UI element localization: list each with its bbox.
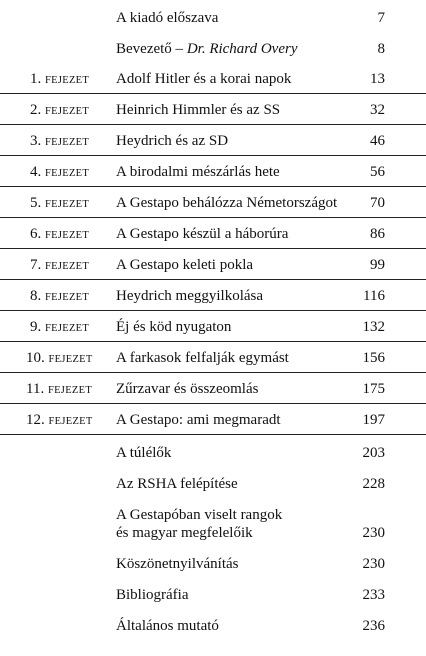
chapter-number: 8. [30, 288, 42, 304]
chapter-page: 99 [370, 257, 385, 273]
entry-author: Dr. Richard Overy [186, 41, 298, 57]
chapter-title: Heydrich és az SD [116, 133, 229, 149]
chapter-label [30, 318, 89, 338]
entry-page: 236 [362, 618, 385, 634]
chapter-title: Heydrich meggyilkolása [116, 288, 264, 304]
toc-chapter-12 [0, 411, 426, 435]
chapter-word: FEJEZET [45, 261, 90, 272]
chapter-label [30, 70, 89, 90]
chapter-page: 132 [362, 319, 385, 335]
chapter-number: 11. [26, 381, 45, 397]
chapter-title: A birodalmi mészárlás hete [116, 164, 280, 180]
chapter-page: 70 [370, 195, 385, 211]
toc-chapter-11 [0, 380, 426, 404]
chapter-page: 56 [370, 164, 385, 180]
entry-title: Általános mutató [116, 618, 219, 634]
chapter-number: 7. [30, 257, 42, 273]
toc-chapter-10 [0, 349, 426, 373]
chapter-number: 12. [26, 412, 45, 428]
chapter-title: A Gestapo behálózza Németországot [116, 195, 338, 211]
chapter-number: 4. [30, 164, 42, 180]
chapter-label [26, 380, 92, 400]
chapter-word: FEJEZET [45, 168, 90, 179]
entry-title: Bibliográfia [116, 587, 189, 603]
chapter-title: A Gestapo készül a háborúra [116, 226, 289, 242]
chapter-title: A Gestapo: ami megmaradt [116, 412, 281, 428]
chapter-word: FEJEZET [45, 323, 90, 334]
chapter-title: Éj és köd nyugaton [116, 319, 232, 335]
chapter-page: 13 [370, 71, 385, 87]
chapter-number: 3. [30, 133, 42, 149]
toc-chapter-8 [0, 287, 426, 311]
toc-chapter-6 [0, 225, 426, 249]
toc-chapter-7 [0, 256, 426, 280]
chapter-page: 46 [370, 133, 385, 149]
chapter-word: FEJEZET [45, 230, 90, 241]
toc-chapter-2 [0, 101, 426, 125]
entry-page: 228 [362, 476, 385, 492]
entry-page: 233 [362, 587, 385, 603]
entry-title [116, 506, 282, 542]
chapter-number: 6. [30, 226, 42, 242]
toc-chapter-1 [0, 70, 426, 94]
chapter-label [26, 411, 93, 431]
chapter-label [30, 132, 89, 152]
chapter-label [30, 287, 89, 307]
chapter-title: A farkasok felfalják egymást [116, 350, 289, 366]
chapter-number: 2. [30, 102, 42, 118]
chapter-label [30, 225, 89, 245]
chapter-page: 86 [370, 226, 385, 242]
chapter-word: FEJEZET [47, 385, 93, 396]
entry-title: A túlélők [116, 445, 172, 461]
entry-title-line1: A Gestapóban viselt rangok [116, 507, 283, 523]
chapter-label [30, 194, 89, 214]
chapter-page: 197 [362, 412, 385, 428]
entry-title: Az RSHA felépítése [116, 476, 238, 492]
chapter-label [30, 256, 89, 276]
chapter-word: FEJEZET [45, 75, 90, 86]
chapter-number: 5. [30, 195, 42, 211]
chapter-word: FEJEZET [45, 106, 90, 117]
toc-entry-ranks [0, 506, 426, 544]
chapter-word: FEJEZET [45, 137, 90, 148]
entry-page: 203 [362, 445, 385, 461]
chapter-title: Heinrich Himmler és az SS [116, 102, 281, 118]
entry-page: 230 [362, 525, 385, 541]
entry-title: Köszönetnyilvánítás [116, 556, 239, 572]
toc-chapter-3 [0, 132, 426, 156]
entry-page: 7 [377, 10, 385, 26]
chapter-page: 175 [362, 381, 385, 397]
chapter-word: FEJEZET [45, 199, 90, 210]
entry-page: 8 [377, 41, 385, 57]
chapter-word: FEJEZET [48, 416, 93, 427]
entry-title-line2: és magyar megfelelőik [116, 525, 253, 541]
chapter-title: A Gestapo keleti pokla [116, 257, 254, 273]
chapter-label [26, 349, 93, 369]
chapter-page: 32 [370, 102, 385, 118]
toc-chapter-9 [0, 318, 426, 342]
chapter-number: 10. [26, 350, 45, 366]
entry-title-text: Bevezető – [116, 41, 187, 57]
entry-title [116, 40, 297, 58]
chapter-number: 9. [30, 319, 42, 335]
chapter-number: 1. [30, 71, 42, 87]
toc-chapter-4 [0, 163, 426, 187]
chapter-word: FEJEZET [48, 354, 93, 365]
chapter-word: FEJEZET [45, 292, 90, 303]
chapter-page: 156 [362, 350, 385, 366]
chapter-label [30, 101, 89, 121]
entry-title: A kiadó előszava [116, 10, 219, 26]
chapter-label [30, 163, 89, 183]
entry-page: 230 [362, 556, 385, 572]
chapter-page: 116 [363, 288, 385, 304]
chapter-title: Adolf Hitler és a korai napok [116, 71, 292, 87]
toc-chapter-5 [0, 194, 426, 218]
chapter-title: Zűrzavar és összeomlás [116, 381, 259, 397]
